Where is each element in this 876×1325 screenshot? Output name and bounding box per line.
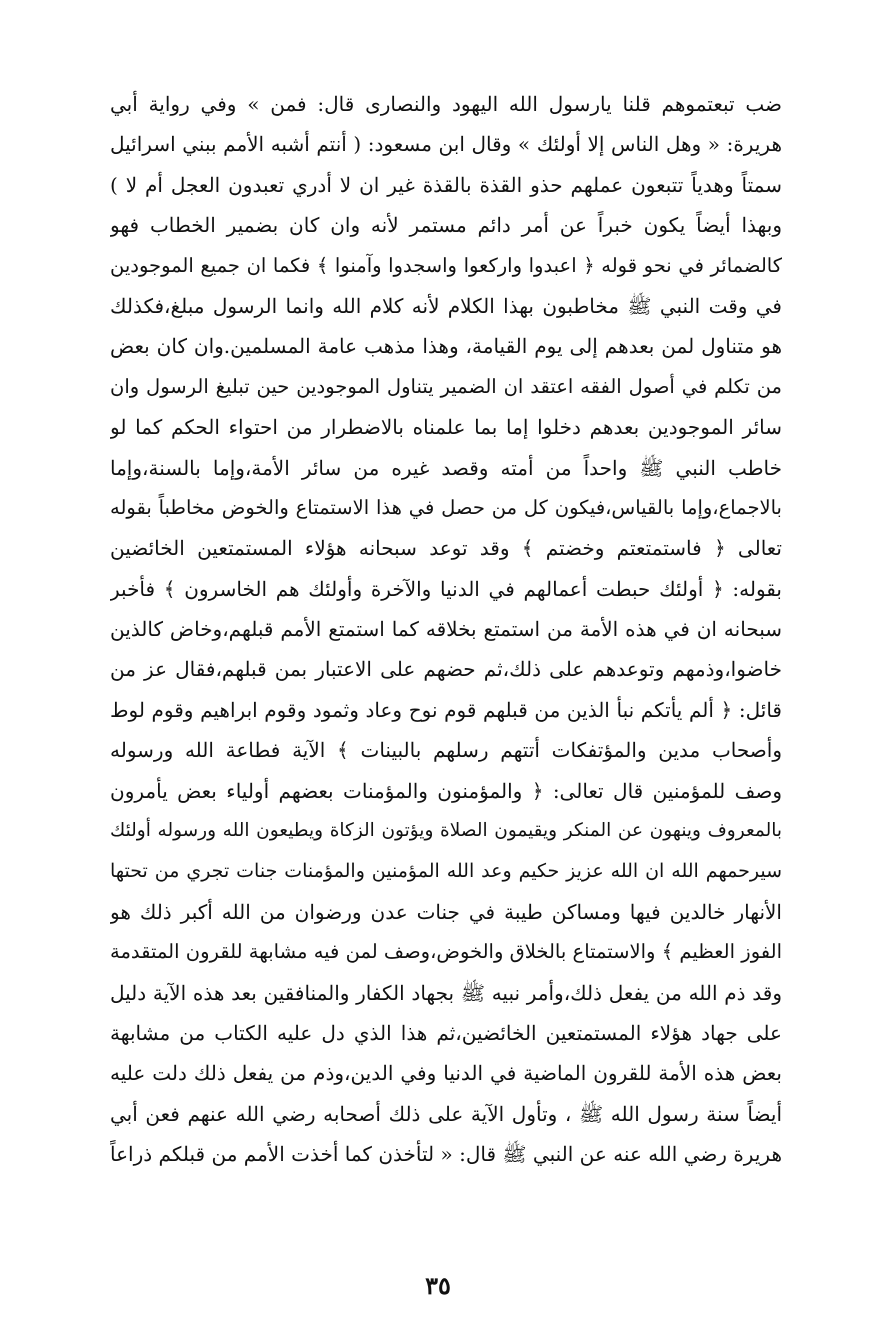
text-line: وأصحاب مدين والمؤتفكات أتتهم رسلهم بالبينات ﴾ الآية فطاعة الله ورسوله: [110, 738, 782, 763]
body-text: [110, 84, 782, 1175]
text-line: الأنهار خالدين فيها ومساكن طيبة في جنات عدن ورضوان من الله أكبر ذلك هو: [110, 899, 782, 924]
text-line: الفوز العظيم ﴾ والاستمتاع بالخلاق والخوض،وصف لمن فيه مشابهة للقرون المتقدمة: [110, 940, 782, 964]
text-line: قائل: ﴿ ألم يأتكم نبأ الذين من قبلهم قوم نوح وعاد وثمود وقوم ابراهيم وقوم لوط: [110, 697, 782, 722]
text-line: وبهذا أيضاً يكون خبراً عن أمر دائم مستمر لأنه وان كان بضمير الخطاب فهو: [110, 213, 782, 238]
text-line: سبحانه ان في هذه الأمة من استمتع بخلاقه كما استمتع الأمم قبلهم،وخاض كالذين: [110, 617, 782, 642]
page-number: ٣٥: [425, 1271, 451, 1300]
text-line: هريرة رضي الله عنه عن النبي ﷺ قال: « لتأخذن كما أخذت الأمم من قبلكم ذراعاً: [110, 1142, 782, 1167]
text-line: من تكلم في أصول الفقه اعتقد ان الضمير يتناول الموجودين حين تبليغ الرسول وان: [110, 374, 782, 398]
text-line: سمتاً وهدياً تتبعون عملهم حذو القذة بالقذة غير ان لا أدري تعبدون العجل أم لا ): [110, 172, 782, 197]
text-line: سائر الموجودين بعدهم دخلوا إما بما علمناه بالاضطرار من احتواء الحكم كما لو: [110, 415, 782, 440]
text-line: وصف للمؤمنين قال تعالى: ﴿ والمؤمنون والمؤمنات بعضهم أولياء بعض يأمرون: [110, 778, 782, 803]
text-line: وقد ذم الله من يفعل ذلك،وأمر نبيه ﷺ بجهاد الكفار والمنافقين بعد هذه الآية دليل: [110, 980, 782, 1005]
text-line: أيضاً سنة رسول الله ﷺ ، وتأول الآية على ذلك أصحابه رضي الله عنهم فعن أبي: [110, 1101, 782, 1126]
text-line: سيرحمهم الله ان الله عزيز حكيم وعد الله المؤمنين والمؤمنات جنات تجري من تحتها: [110, 860, 782, 883]
text-line: تعالى ﴿ فاستمتعتم وخضتم ﴾ وقد توعد سبحانه هؤلاء المستمتعين الخائضين: [110, 536, 782, 561]
text-line: كالضمائر في نحو قوله ﴿ اعبدوا واركعوا واسجدوا وآمنوا ﴾ فكما ان جميع الموجودين: [110, 253, 782, 277]
text-line: في وقت النبي ﷺ مخاطبون بهذا الكلام لأنه كلام الله وانما الرسول مبلغ،فكذلك: [110, 293, 782, 318]
text-line: بالمعروف وينهون عن المنكر ويقيمون الصلاة ويؤتون الزكاة ويطيعون الله ورسوله أولئك: [110, 820, 782, 842]
text-line: خاضوا،وذمهم وتوعدهم على ذلك،ثم حضهم على الاعتبار بمن قبلهم،فقال عز من: [110, 657, 782, 682]
text-line: خاطب النبي ﷺ واحداً من أمته وقصد غيره من سائر الأمة،وإما بالسنة،وإما: [110, 455, 782, 480]
text-line: بالاجماع،وإما بالقياس،فيكون كل من حصل في هذا الاستمتاع والخوض مخاطباً بقوله: [110, 495, 782, 519]
text-line: هريرة: « وهل الناس إلا أولئك » وقال ابن مسعود: ( أنتم أشبه الأمم ببني اسرائيل: [110, 132, 782, 157]
text-line: بقوله: ﴿ أولئك حبطت أعمالهم في الدنيا والآخرة وأولئك هم الخاسرون ﴾ فأخبر: [110, 576, 782, 601]
text-line: بعض هذه الأمة للقرون الماضية في الدنيا وفي الدين،وذم من يفعل ذلك دلت عليه: [110, 1061, 782, 1086]
text-line: على جهاد هؤلاء المستمتعين الخائضين،ثم هذا الذي دل عليه الكتاب من مشابهة: [110, 1020, 782, 1045]
text-line: ضب تبعتموهم قلنا يارسول الله اليهود والنصارى قال: فمن » وفي رواية أبي: [110, 92, 782, 116]
text-line: هو متناول لمن بعدهم إلى يوم القيامة، وهذا مذهب عامة المسلمين.وان كان بعض: [110, 334, 782, 359]
